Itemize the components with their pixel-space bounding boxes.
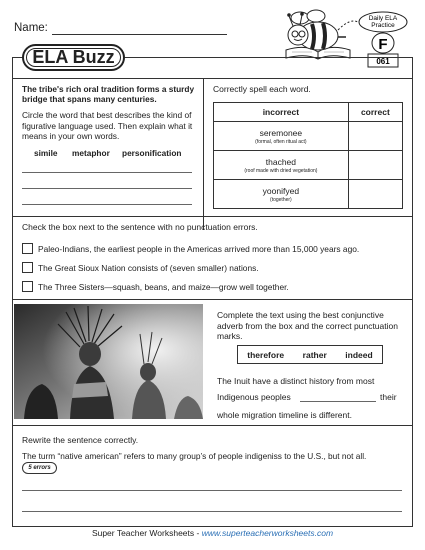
checkbox-sentence-2[interactable] [22, 262, 33, 273]
conjunctive-line-3: whole migration timeline is different. [217, 410, 352, 420]
badge-letter: F [378, 36, 388, 53]
badge-line1: Daily ELA [368, 15, 398, 22]
name-label: Name: [14, 22, 48, 34]
correct-spelling-cell[interactable] [348, 122, 402, 151]
footer-url[interactable]: www.superteacherworksheets.com [201, 528, 334, 538]
option-simile[interactable]: simile [34, 148, 58, 158]
checkbox-sentence-1[interactable] [22, 243, 33, 254]
misspelled-word: thached [265, 156, 296, 167]
option-metaphor[interactable]: metaphor [72, 148, 110, 158]
footer-text: Super Teacher Worksheets - [91, 528, 202, 538]
worksheet-title: ELA Buzz [22, 44, 125, 71]
rewrite-sentence: The turm “native american” refers to many group’s of people indigeniss to the U.S., but not all. [22, 451, 367, 461]
word-definition: (formal, often ritual act) [255, 138, 307, 145]
word-definition: (roof made with dried vegetation) [244, 167, 318, 174]
punctuation-sentence: The Three Sisters—squash, beans, and maize—grow well together. [38, 282, 289, 292]
conjunctive-line-1: The Inuit have a distinct history from most [217, 376, 375, 386]
conjunctive-line-2a: Indigenous peoples [217, 392, 291, 402]
badge-number: 061 [376, 57, 390, 66]
badge-line2: Practice [371, 22, 395, 29]
figurative-instruction: Circle the word that best describes the kind of figurative language used. Then explain what it means in your own words. [22, 110, 193, 141]
dancers-photo [14, 304, 203, 419]
name-field[interactable] [52, 34, 227, 35]
bee-reading-icon [276, 8, 361, 60]
word-option: therefore [247, 349, 285, 360]
answer-line[interactable] [22, 172, 192, 173]
answer-line[interactable] [22, 204, 192, 205]
word-option: indeed [345, 349, 373, 360]
misspelled-word: seremonee [259, 127, 303, 138]
punctuation-instruction: Check the box next to the sentence with no punctuation errors. [22, 222, 258, 232]
checkbox-sentence-3[interactable] [22, 281, 33, 292]
figurative-sentence: The tribe's rich oral tradition forms a sturdy bridge that spans many centuries. [22, 84, 195, 105]
spelling-instruction: Correctly spell each word. [213, 84, 311, 94]
col-correct: correct [348, 103, 402, 122]
rewrite-line[interactable] [22, 511, 402, 512]
correct-spelling-cell[interactable] [348, 180, 402, 209]
spelling-table [213, 102, 403, 209]
misspelled-word: yoonifyed [262, 185, 300, 196]
word-definition: (together) [270, 196, 292, 203]
col-incorrect: incorrect [214, 103, 349, 122]
footer [0, 528, 425, 538]
conjunctive-instruction: Complete the text using the best conjunctive adverb from the box and the correct punctuation marks. [217, 310, 398, 342]
answer-line[interactable] [22, 188, 192, 189]
word-option: rather [302, 349, 327, 360]
correct-spelling-cell[interactable] [348, 151, 402, 180]
punctuation-sentence: Paleo-Indians, the earliest people in the Americas arrived more than 15,000 years ago. [38, 244, 360, 254]
fill-in-blank[interactable] [300, 401, 376, 402]
punctuation-sentence: The Great Sioux Nation consists of (seven smaller) nations. [38, 263, 259, 273]
rewrite-line[interactable] [22, 490, 402, 491]
errors-badge: 5 errors [22, 462, 57, 474]
conjunctive-line-2b: their [380, 392, 397, 402]
rewrite-instruction: Rewrite the sentence correctly. [22, 435, 139, 445]
word-bank [237, 345, 383, 364]
option-personification[interactable]: personification [122, 148, 182, 158]
